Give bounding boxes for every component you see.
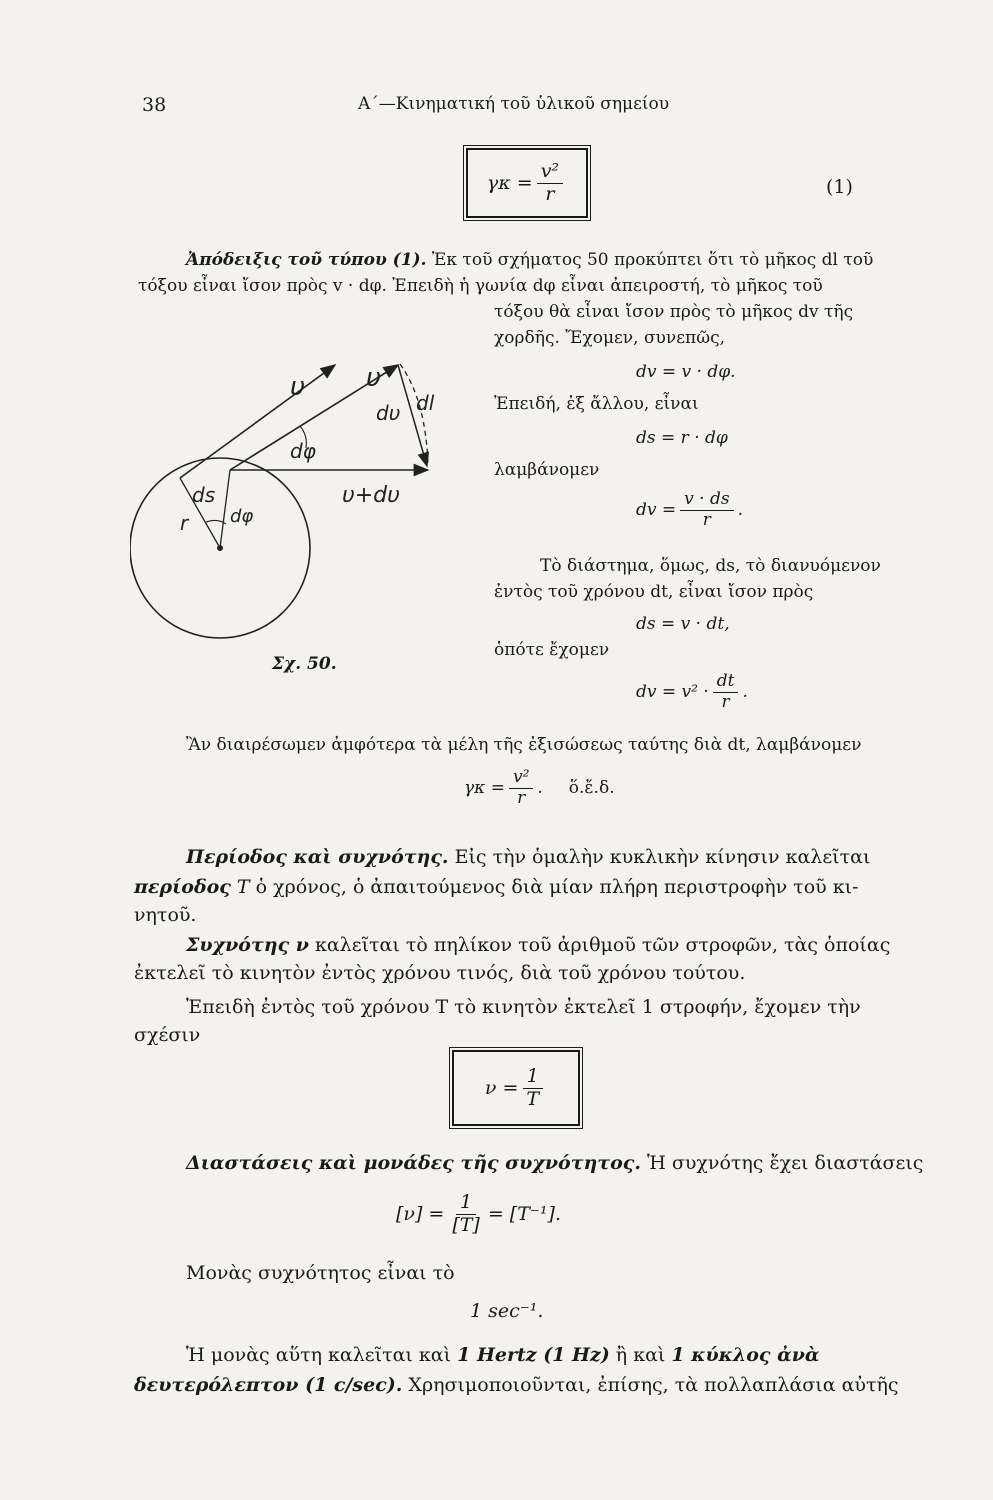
- label-v-plus-dv: υ+dυ: [342, 483, 400, 508]
- formula-2-lhs: ν =: [484, 1077, 519, 1099]
- proof-line-2: τόξου εἶναι ἴσον πρὸς v · dφ. Ἐπειδὴ ἡ γωνία dφ εἶναι ἀπειροστή, τὸ μῆκος τοῦ: [138, 276, 823, 296]
- eq-5-lhs: dv = v² ·: [636, 682, 709, 703]
- hertz-line-1-a: Ἡ μονὰς αὕτη καλεῖται καὶ: [186, 1344, 458, 1366]
- hertz-unit: 1 Hertz (1 Hz): [457, 1344, 610, 1366]
- period-line-3: νητοῦ.: [134, 904, 197, 926]
- arc-dl: [400, 364, 428, 466]
- label-r: r: [180, 511, 189, 535]
- final-eq: γκ = $\frac{\text{v²}}{r}$ . ὅ.ἔ.δ.: [464, 767, 615, 808]
- proof-heading: Ἀπόδειξις τοῦ τύπου (1).: [186, 250, 427, 270]
- unit-line: Μονὰς συχνότητος εἶναι τὸ: [186, 1262, 455, 1284]
- proof-line-3: τόξου θὰ εἶναι ἴσον πρὸς τὸ μῆκος dv τῆς: [494, 302, 854, 322]
- radius-2: [220, 470, 230, 548]
- divide-line: Ἂν διαιρέσωμεν ἀμφότερα τὰ μέλη τῆς ἐξισώσεως ταύτης διὰ dt, λαμβάνομεν: [186, 735, 862, 755]
- hertz-line-1: [186, 1344, 820, 1366]
- eq-ds: ds = r · dφ: [636, 428, 728, 448]
- dimension-eq-lhs: [ν] =: [396, 1203, 445, 1226]
- relation-line-2: σχέσιν: [134, 1024, 201, 1046]
- formula-1-fraction: [537, 161, 563, 206]
- eq-5-fraction: [713, 672, 739, 712]
- dimensions-line: [186, 1152, 923, 1174]
- relation-line-1: Ἐπειδὴ ἐντὸς τοῦ χρόνου T τὸ κινητὸν ἐκτελεῖ 1 στροφήν, ἔχομεν τὴν: [186, 996, 861, 1018]
- formula-2-den: T: [526, 1087, 540, 1110]
- period-term: περίοδος: [134, 876, 231, 898]
- period-symbol: T: [230, 876, 250, 898]
- eq-ds2: ds = v · dt,: [636, 614, 730, 634]
- final-eq-lhs: γκ =: [464, 778, 505, 799]
- proof-line-1-text: Ἐκ τοῦ σχήματος 50 προκύπτει ὅτι τὸ μῆκος dl τοῦ: [426, 250, 874, 270]
- hertz-line-2-text: Χρησιμοποιοῦνται, ἐπίσης, τὰ πολλαπλάσια αὐτῆς: [402, 1374, 899, 1396]
- period-line-2: [134, 876, 858, 898]
- label-dv: dυ: [376, 401, 401, 425]
- eq-3-num: v · ds: [680, 490, 733, 511]
- label-dl: dl: [416, 391, 435, 415]
- formula-1-box: [466, 148, 588, 218]
- interval-line-1: Τὸ διάστημα, ὅμως, ds, τὸ διανυόμενον: [540, 556, 881, 576]
- label-dphi-top: dφ: [290, 439, 316, 463]
- label-ds: ds: [192, 483, 216, 507]
- period-line-1: [186, 846, 870, 868]
- period-line-2-text: ὁ χρόνος, ὁ ἀπαιτούμενος διὰ μίαν πλήρη περιστροφὴν τοῦ κι-: [249, 876, 859, 898]
- formula-1-lhs: γκ =: [486, 172, 533, 194]
- eq-5: dv = v² · $\frac{dt}{r}$ .: [636, 671, 748, 712]
- cycle-unit-cont: δευτερόλεπτον (1 c/sec).: [134, 1374, 403, 1396]
- formula-2-num: 1: [523, 1066, 543, 1089]
- formula-1-num: v²: [537, 161, 563, 184]
- eq-3-lhs: dv =: [636, 500, 677, 521]
- dimension-eq-rhs: = [T⁻¹].: [487, 1203, 561, 1226]
- dimension-eq: [396, 1192, 561, 1237]
- freq-line-1-text: καλεῖται τὸ πηλίκον τοῦ ἀριθμοῦ τῶν στροφῶν, τὰς ὁποίας: [308, 934, 891, 956]
- formula-2-box: [452, 1050, 580, 1126]
- since-line: Ἐπειδή, ἐξ ἄλλου, εἶναι: [494, 394, 699, 414]
- label-v2: υ: [366, 363, 382, 393]
- cycle-unit: 1 κύκλος ἀνὰ: [671, 1344, 820, 1366]
- freq-line-1: [186, 934, 890, 956]
- dimension-eq-num: 1: [456, 1192, 476, 1215]
- proof-line-4: χορδῆς. Ἔχομεν, συνεπῶς,: [494, 328, 725, 348]
- dimensions-heading: Διαστάσεις καὶ μονάδες τῆς συχνότητος.: [186, 1152, 641, 1174]
- final-eq-num: v²: [509, 768, 533, 789]
- formula-1-den: r: [545, 182, 555, 205]
- dimensions-line-text: Ἡ συχνότης ἔχει διαστάσεις: [640, 1152, 924, 1174]
- freq-term: Συχνότης ν: [186, 934, 309, 956]
- unit-value: 1 sec⁻¹.: [470, 1300, 544, 1322]
- eq-5-den: r: [721, 691, 730, 712]
- figure-50: [130, 340, 460, 680]
- eq-3: dv = $\frac{v \cdot ds}{r}$ .: [636, 489, 743, 530]
- eq-3-fraction: [680, 490, 733, 530]
- final-eq-den: r: [517, 787, 526, 808]
- proof-line-1: [186, 250, 873, 270]
- running-title: Α΄—Κινηματική τοῦ ὑλικοῦ σημείου: [358, 94, 670, 114]
- dimension-eq-den: [T]: [452, 1213, 480, 1236]
- period-heading: Περίοδος καὶ συχνότης.: [186, 846, 449, 868]
- formula-1-tag: (1): [826, 176, 853, 198]
- freq-line-2: ἐκτελεῖ τὸ κινητὸν ἐντὸς χρόνου τινός, διὰ τοῦ χρόνου τούτου.: [134, 962, 746, 984]
- qed: ὅ.ἔ.δ.: [568, 778, 615, 799]
- interval-line-2: ἐντὸς τοῦ χρόνου dt, εἶναι ἴσον πρὸς: [494, 582, 814, 602]
- hertz-line-2: [134, 1374, 898, 1396]
- hence-line: ὁπότε ἔχομεν: [494, 640, 610, 660]
- label-dphi-bottom: dφ: [230, 506, 254, 527]
- dimension-eq-fraction: [448, 1192, 484, 1237]
- formula-2-fraction: [522, 1066, 543, 1111]
- final-eq-fraction: [509, 768, 533, 808]
- eq-5-num: dt: [713, 672, 739, 693]
- label-v1: υ: [290, 372, 306, 402]
- eq-dv: dv = v · dφ.: [636, 362, 736, 382]
- hertz-line-1-c: ἢ καὶ: [609, 1344, 672, 1366]
- we-get-line: λαμβάνομεν: [494, 460, 600, 480]
- figure-caption: Σχ. 50.: [272, 654, 337, 674]
- page-number: 38: [142, 94, 167, 116]
- eq-3-den: r: [702, 509, 711, 530]
- period-line-1-text: Εἰς τὴν ὁμαλὴν κυκλικὴν κίνησιν καλεῖται: [448, 846, 871, 868]
